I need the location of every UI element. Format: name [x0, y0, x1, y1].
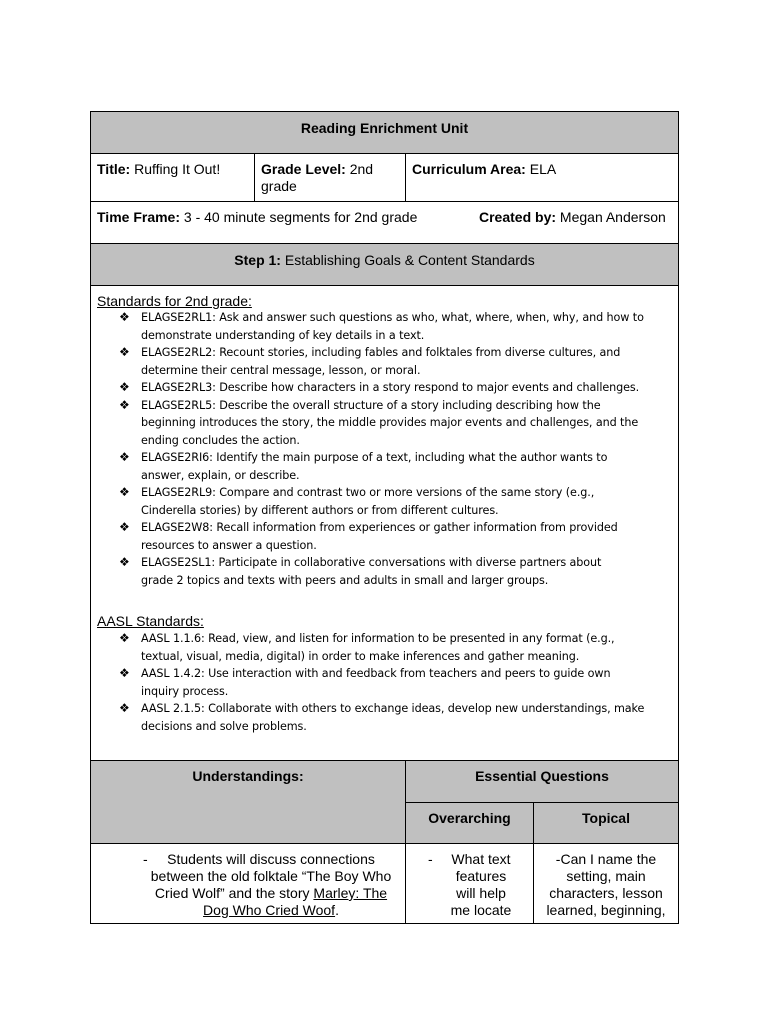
list-item: ❖ ELAGSE2RL3: Describe how characters in a story respond to major events and challenges.: [119, 380, 640, 394]
step1-row: [91, 244, 678, 285]
aasl-list: [119, 630, 666, 735]
overarching-heading: Overarching: [428, 810, 511, 826]
list-item: ❖ AASL 2.1.5: Collaborate with others to exchange ideas, develop new understandings, make decisions and solve problems.: [119, 701, 645, 733]
list-item: ❖ AASL 1.4.2: Use interaction with and feedback from teachers and peers to guide own inquiry process.: [119, 666, 611, 698]
aasl-heading: AASL Standards:: [97, 613, 204, 629]
header-row: [91, 112, 678, 153]
list-item: ❖ ELAGSE2W8: Recall information from experiences or gather information from provided resources to answer a question.: [119, 520, 618, 552]
topical-heading: Topical: [582, 810, 630, 826]
standards-list: [119, 309, 666, 589]
divider: [91, 285, 678, 286]
grade-level-field: Grade Level: 2nd grade: [261, 161, 374, 194]
time-frame-row: [91, 202, 678, 243]
dash: -: [143, 851, 148, 867]
unit-plan-table: [90, 111, 679, 924]
standards-heading: Standards for 2nd grade:: [97, 293, 252, 309]
divider: [405, 761, 406, 923]
understandings-cell: - Students will discuss connections between the old folktale “The Boy Who Cried Wolf” and the story Marley: The Dog Who Cried Woof.: [143, 851, 392, 918]
list-item: ❖ ELAGSE2RL9: Compare and contrast two or more versions of the same story (e.g., Cinderella stories) by different authors or from different cultures.: [119, 485, 595, 517]
divider: [91, 843, 678, 844]
dash: -: [428, 851, 433, 867]
divider: [406, 802, 678, 803]
overarching-cell: - What text features will help me locate: [428, 851, 512, 918]
title-field: Title: Ruffing It Out!: [97, 161, 221, 177]
list-item: ❖ ELAGSE2RI6: Identify the main purpose of a text, including what the author wants to answer, explain, or describe.: [119, 450, 608, 482]
page-title: Reading Enrichment Unit: [300, 120, 469, 136]
curriculum-area-field: Curriculum Area: ELA: [412, 161, 557, 177]
created-by-field: Created by: Megan Anderson: [479, 209, 666, 225]
essential-questions-heading: Essential Questions: [475, 768, 609, 784]
list-item: ❖ ELAGSE2RL1: Ask and answer such questions as who, what, where, when, why, and how to demonstrate understanding of key details in a text.: [119, 310, 644, 342]
divider: [405, 154, 406, 201]
understandings-heading: Understandings:: [192, 768, 304, 784]
topical-cell: -Can I name the setting, main characters, lesson learned, beginning,: [546, 851, 666, 918]
time-frame-field: Time Frame: 3 - 40 minute segments for 2nd grade: [97, 209, 418, 225]
divider: [254, 154, 255, 201]
list-item: ❖ AASL 1.1.6: Read, view, and listen for information to be presented in any format (e.g., textual, visual, media, digital) in order to make inferences and gather meaning.: [119, 631, 615, 663]
step1-heading: Step 1: Establishing Goals & Content Standards: [234, 252, 535, 268]
list-item: ❖ ELAGSE2SL1: Participate in collaborative conversations with diverse partners about grade 2 topics and texts with peers and adults in small and larger groups.: [119, 555, 602, 587]
list-item: ❖ ELAGSE2RL5: Describe the overall structure of a story including describing how the beginning introduces the story, the middle provides major events and challenges, and the ending concludes the action.: [119, 397, 639, 447]
info-row: [91, 154, 678, 201]
list-item: ❖ ELAGSE2RL2: Recount stories, including fables and folktales from diverse cultures, and determine their central message, lesson, or moral.: [119, 345, 621, 377]
